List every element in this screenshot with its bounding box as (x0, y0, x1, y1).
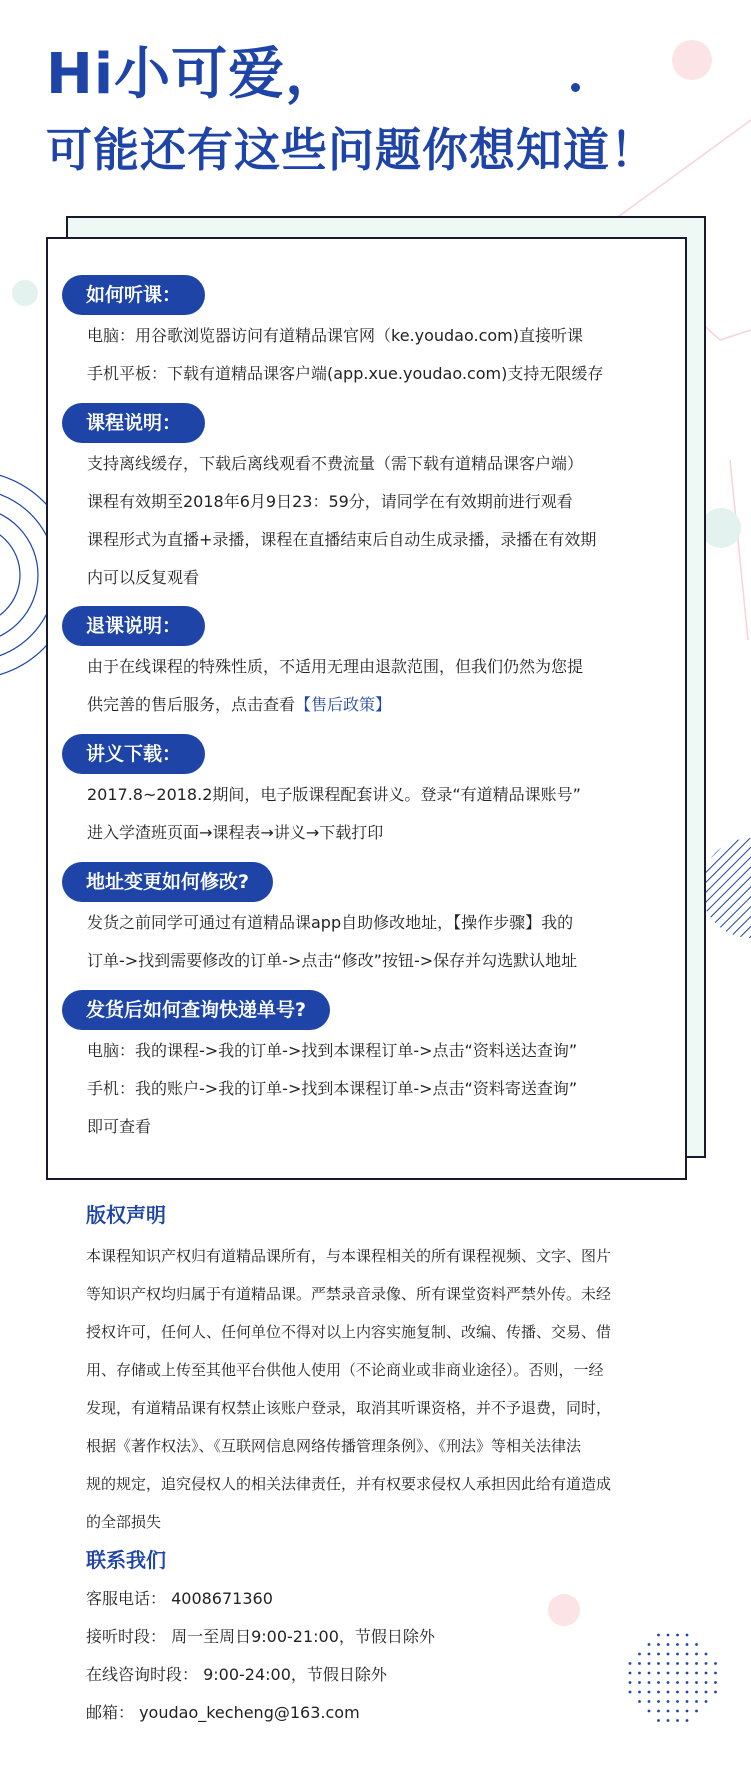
text-line: 发货之前同学可通过有道精品课app自助修改地址，【操作步骤】我的 (87, 913, 574, 932)
text-line (62, 686, 672, 724)
faq-card (46, 237, 687, 1180)
dot (629, 1691, 632, 1694)
dot (676, 1672, 679, 1675)
dot (676, 1653, 679, 1656)
page-title-subtitle: 可能还有这些问题你想知道！ (46, 123, 657, 177)
dot (657, 1653, 660, 1656)
dot (676, 1719, 679, 1722)
dot (667, 1700, 670, 1703)
dot (657, 1681, 660, 1684)
section-heading-address: 地址变更如何修改? (62, 862, 273, 902)
dot (705, 1691, 708, 1694)
dot (638, 1653, 641, 1656)
text-line: 由于在线课程的特殊性质，不适用无理由退款范围，但我们仍然为您提 (87, 657, 584, 676)
dot (676, 1700, 679, 1703)
dot-grid-circle (625, 1630, 725, 1730)
dot (648, 1691, 651, 1694)
dot (676, 1691, 679, 1694)
dot (657, 1672, 660, 1675)
dot (686, 1634, 689, 1637)
copyright-line: 等知识产权均归属于有道精品课。严禁录音录像、所有课堂资料严禁外传。未经 (86, 1285, 612, 1303)
dot (686, 1719, 689, 1722)
faq-section-address (62, 862, 672, 980)
dot (648, 1653, 651, 1656)
text-line: 课程形式为直播+录播，课程在直播结束后自动生成录播，录播在有效期 (87, 530, 597, 549)
copyright-line: 发现，有道精品课有权禁止该账户登录，取消其听课资格，并不予退费，同时， (86, 1399, 612, 1417)
dot (667, 1653, 670, 1656)
dot (667, 1691, 670, 1694)
faq-section-refund (62, 606, 672, 724)
dot (686, 1681, 689, 1684)
text-line: 手机：我的账户->我的订单->找到本课程订单->点击“资料寄送查询” (87, 1079, 578, 1098)
section-heading-notes: 讲义下载： (62, 734, 205, 774)
dot (686, 1672, 689, 1675)
text-fragment: 供完善的售后服务，点击查看 (87, 695, 296, 714)
dot (714, 1672, 717, 1675)
dot (667, 1672, 670, 1675)
text-line: 2017.8~2018.2期间，电子版课程配套讲义。登录“有道精品课账号” (87, 785, 581, 804)
text-line: 手机平板：下载有道精品课客户端(app.xue.youdao.com)支持无限缓存 (87, 364, 604, 383)
dot (657, 1662, 660, 1665)
dot (714, 1681, 717, 1684)
dot (657, 1691, 660, 1694)
dot (695, 1643, 698, 1646)
dot (657, 1634, 660, 1637)
copyright-line: 根据《著作权法》、《互联网信息网络传播管理条例》、《刑法》等相关法律法 (86, 1437, 582, 1455)
dot (648, 1710, 651, 1713)
dot (686, 1710, 689, 1713)
dot (686, 1653, 689, 1656)
dot (676, 1710, 679, 1713)
teal-circle-left (12, 280, 38, 306)
dot (667, 1681, 670, 1684)
faq-section-listen (62, 275, 672, 393)
faq-section-course (62, 403, 672, 597)
dot (686, 1643, 689, 1646)
dot (667, 1662, 670, 1665)
dot (676, 1643, 679, 1646)
faq-section-notes (62, 734, 672, 852)
page-title-greeting: Hi小可爱， (46, 42, 343, 107)
dot (648, 1700, 651, 1703)
text-line: 支持离线缓存，下载后离线观看不费流量（需下载有道精品课客户端） (87, 454, 584, 473)
dot (714, 1662, 717, 1665)
dot (695, 1700, 698, 1703)
dot (638, 1681, 641, 1684)
contact-phone: 客服电话： 4008671360 (86, 1589, 273, 1608)
dot (648, 1643, 651, 1646)
dot (667, 1710, 670, 1713)
dot (695, 1691, 698, 1694)
dot (648, 1672, 651, 1675)
pink-circle-bottom (548, 1594, 580, 1626)
dot (648, 1662, 651, 1665)
text-line: 课程有效期至2018年6月9日23：59分，请同学在有效期前进行观看 (87, 492, 573, 511)
text-line: 订单->找到需要修改的订单->点击“修改”按钮->保存并勾选默认地址 (87, 951, 578, 970)
dot (657, 1710, 660, 1713)
section-heading-course: 课程说明： (62, 403, 205, 443)
section-heading-tracking: 发货后如何查询快递单号? (62, 990, 330, 1030)
dot (657, 1700, 660, 1703)
section-heading-listen: 如何听课： (62, 275, 205, 315)
dot (705, 1681, 708, 1684)
text-line: 电脑：用谷歌浏览器访问有道精品课官网（ke.youdao.com)直接听课 (87, 326, 583, 345)
dot (695, 1653, 698, 1656)
dot (638, 1691, 641, 1694)
contact-email[interactable]: 邮箱： youdao_kecheng@163.com (86, 1703, 360, 1722)
dot (638, 1700, 641, 1703)
text-line: 进入学渣班页面→课程表→讲义→下载打印 (87, 823, 384, 842)
dot (695, 1662, 698, 1665)
dot (629, 1672, 632, 1675)
dot (676, 1681, 679, 1684)
contact-online-hours: 在线咨询时段： 9:00-24:00，节假日除外 (86, 1665, 387, 1684)
copyright-line: 本课程知识产权归有道精品课所有，与本课程相关的所有课程视频、文字、图片 (86, 1247, 612, 1265)
contact-heading: 联系我们 (86, 1548, 166, 1572)
copyright-line: 授权许可，任何人、任何单位不得对以上内容实施复制、改编、传播、交易、借 (86, 1323, 612, 1341)
text-line: 即可查看 (87, 1117, 152, 1136)
text-line: 内可以反复观看 (87, 568, 200, 587)
copyright-line: 的全部损失 (86, 1513, 162, 1531)
dot (686, 1662, 689, 1665)
dot (629, 1681, 632, 1684)
dot (705, 1653, 708, 1656)
dot (676, 1662, 679, 1665)
copyright-line: 用、存储或上传至其他平台供他人使用（不论商业或非商业途径）。否则，一经 (86, 1361, 604, 1379)
copyright-line: 规的规定，追究侵权人的相关法律责任，并有权要求侵权人承担因此给有道造成 (86, 1475, 612, 1493)
dot (714, 1691, 717, 1694)
dot (705, 1700, 708, 1703)
dot (657, 1643, 660, 1646)
dot (648, 1681, 651, 1684)
dot (667, 1634, 670, 1637)
text-line: 电脑：我的课程->我的订单->找到本课程订单->点击“资料送达查询” (87, 1041, 578, 1060)
dot (686, 1700, 689, 1703)
teal-circle-right (701, 508, 741, 548)
dot (638, 1662, 641, 1665)
dot (695, 1672, 698, 1675)
contact-hours: 接听时段： 周一至周日9:00-21:00，节假日除外 (86, 1627, 435, 1646)
dot (638, 1672, 641, 1675)
dot (676, 1634, 679, 1637)
dot (686, 1691, 689, 1694)
dot (667, 1643, 670, 1646)
copyright-heading: 版权声明 (86, 1203, 166, 1227)
faq-section-tracking (62, 990, 672, 1146)
dot (657, 1719, 660, 1722)
after-sales-policy-link[interactable]: 【售后政策】 (295, 695, 392, 714)
dot (695, 1710, 698, 1713)
section-heading-refund: 退课说明： (62, 606, 205, 646)
dot (695, 1681, 698, 1684)
striped-half-circle (700, 838, 751, 938)
dot (705, 1672, 708, 1675)
pink-circle-top (672, 40, 712, 80)
dot (667, 1719, 670, 1722)
dot (705, 1662, 708, 1665)
dot (629, 1662, 632, 1665)
